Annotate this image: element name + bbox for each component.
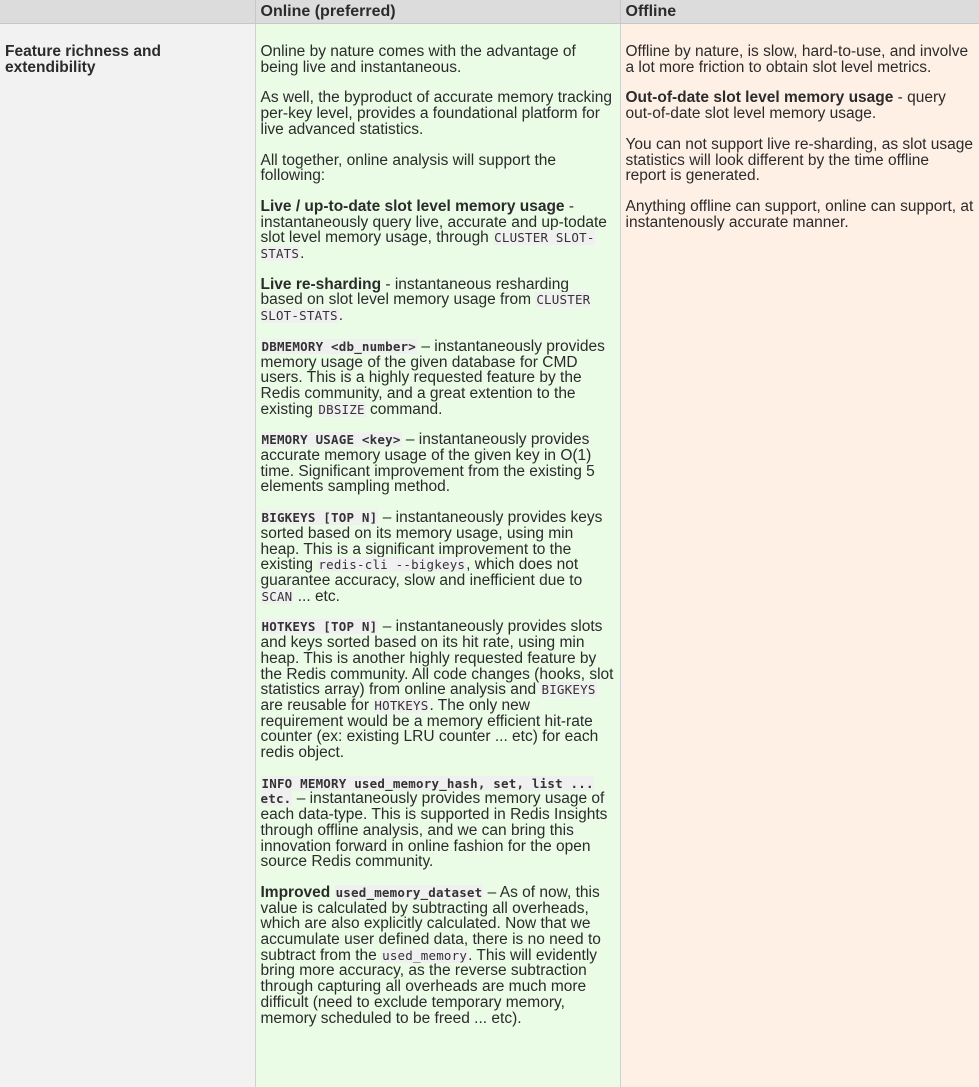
bigkeys-text2: , which does not guarantee accuracy, slow and inefficient due to [260,556,583,589]
offline-outdated [626,90,974,121]
used-memory-dataset-code: used_memory_dataset [335,884,483,900]
header-row [0,0,979,24]
live-slot-end: . [300,245,305,263]
live-slot-code: CLUSTER SLOT-STATS [260,230,595,262]
table-row [0,24,979,1087]
bigkeys-end: ... etc. [293,587,340,605]
hotkeys-text: – instantaneously provides slots and keys sorted based on its hit rate, using min heap. This is another highly requested feature by the Redis community. All code changes (hooks, slot statistics array) from online analysis and [260,618,614,699]
info-memory-item [261,776,615,870]
offline-outdated-title: Out-of-date slot level memory usage [625,89,894,107]
dbmemory-end: command. [365,400,443,418]
offline-cell [620,24,979,1087]
dbmemory-code: DBMEMORY <db_number> [261,338,417,354]
live-reshard-item [261,277,615,324]
info-memory-text: – instantaneously provides memory usage of each data-type. This is supported in Redis Insights through offline analysis, and we can bring this innovation forward in online fashion for the open source Redis community. [260,790,608,871]
live-slot-item [261,199,615,262]
header-offline: Offline [620,0,979,24]
bigkeys-code: BIGKEYS [TOP N] [261,510,378,526]
dbmemory-item [261,339,615,418]
hotkeys-text2: are reusable for [260,696,374,714]
improved-text: – As of now, this value is calculated by subtracting all overheads, which are also explicitly calculated. Now that we accumulate user defined data, there is no need to subtract from the [260,883,601,964]
online-summary: All together, online analysis will support the following: [260,151,557,185]
live-slot-title: Live / up-to-date slot level memory usage [260,197,565,215]
memory-usage-text: – instantaneously provides accurate memory usage of the given key in O(1) time. Significant improvement from the existing 5 elements sampling method. [260,431,595,496]
live-reshard-text: - instantaneous resharding based on slot level memory usage from [260,275,569,309]
offline-resharding: You can not support live re-sharding, as slot usage statistics will look different by the time offline report is generated. [625,135,974,185]
offline-conclusion: Anything offline can support, online can support, at instantenously accurate manner. [625,197,974,231]
live-slot-text: - instantaneously query live, accurate and up-todate slot level memory usage, through [260,197,607,247]
bigkeys-item [261,510,615,604]
improved-title: Improved [260,883,331,901]
dbmemory-text: – instantaneously provides memory usage of the given database for CMD users. This is a highly requested feature by the Redis community, and a great extention to the existing [260,337,605,418]
improved-end: . This will evidently bring more accuracy, as the reverse subtraction through capturing all overheads are much more difficult (need to exclude temporary memory, memory scheduled to be freed ... etc). [260,946,598,1027]
memory-usage-item [261,432,615,495]
hotkeys-code: HOTKEYS [TOP N] [261,619,378,635]
hotkeys-item [261,619,615,760]
live-reshard-code: CLUSTER SLOT-STATS [260,292,591,324]
header-online: Online (preferred) [255,0,620,24]
live-reshard-end: . [338,307,344,325]
used-memory-code: used_memory [382,947,468,963]
row-label: Feature richness and extendibility [0,24,255,1087]
hotkeys-end: . The only new requirement would be a memory efficient hit-rate counter (ex: existing LRU counter ... etc) for each redis object. [260,696,599,762]
offline-intro: Offline by nature, is slow, hard-to-use, and involve a lot more friction to obtain slot level metrics. [625,43,969,76]
memory-usage-code: MEMORY USAGE <key> [261,432,401,448]
online-cell [255,24,620,1087]
redis-cli-code: redis-cli --bigkeys [318,557,466,573]
improved-item [261,885,615,1026]
bigkeys-ref-code: BIGKEYS [541,682,596,698]
online-intro: Online by nature comes with the advantage of being live and instantaneous. [260,43,576,76]
live-reshard-title: Live re-sharding [260,275,382,293]
header-empty [0,0,255,24]
dbsize-code: DBSIZE [318,401,365,417]
offline-outdated-text: - query out-of-date slot level memory usage. [625,89,946,123]
hotkeys-ref-code: HOTKEYS [374,697,429,713]
info-memory-code: INFO MEMORY used_memory_hash, set, list ... etc. [260,775,594,807]
online-byproduct: As well, the byproduct of accurate memory tracking per-key level, provides a foundational platform for live advanced statistics. [260,89,612,138]
bigkeys-text: – instantaneously provides keys sorted based on its memory usage, using min heap. This is a significant improvement to the existing [260,509,603,574]
scan-code: SCAN [261,588,293,604]
